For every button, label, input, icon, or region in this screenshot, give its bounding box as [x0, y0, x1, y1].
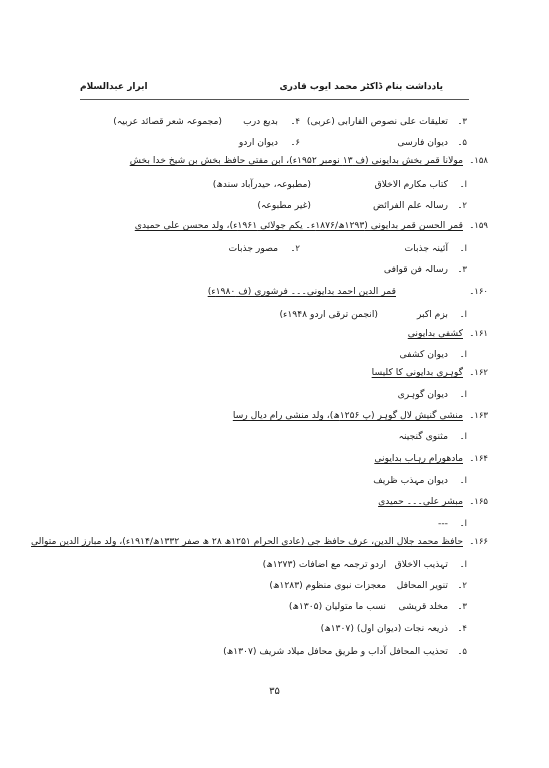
entry-number: ۱۶۰۔ — [469, 287, 488, 297]
entry-number: ۱۶۶۔ — [469, 537, 488, 547]
entry-text: (غیر مطبوعہ) — [257, 200, 311, 211]
entry-line — [0, 452, 549, 466]
entry-number: ا۔ — [459, 560, 467, 570]
entry-number: ا۔ — [459, 350, 467, 360]
entry-text: مولانا قمر بخش بدایونی (ف ۱۳ نومبر ۱۹۵۲ء)، ابن مفتی حافظ بخش بن شیخ خدا بخش — [129, 155, 463, 166]
entry-text: منشی گنیش لال گوہر (پ ۱۲۵۶ھ)، ولد منشی رام دیال رسا — [232, 410, 463, 421]
entry-line — [0, 178, 549, 192]
entry-line — [0, 136, 549, 150]
entry-text: (انجمن ترقی اردو ۱۹۴۸ء) — [279, 309, 378, 320]
running-header-author: ابرار عبدالسلام — [80, 82, 148, 92]
entry-number: ا۔ — [459, 432, 467, 442]
entry-line — [0, 558, 549, 572]
entry-text: آداب و طریق محافل میلاد شریف (۱۳۰۷ھ) — [223, 646, 386, 657]
entry-text: نسب ما متولیان (۱۳۰۵ھ) — [288, 601, 386, 612]
entry-text: مصور جذبات — [228, 243, 278, 254]
entry-text: مثنوی گنجینہ — [398, 431, 448, 442]
entry-text: تہذیب الاخلاق — [394, 559, 448, 570]
entry-line — [0, 622, 549, 636]
entry-line — [0, 348, 549, 362]
entry-text: معجزات نبوی منظوم (۱۲۸۳ھ) — [269, 580, 386, 591]
entry-number: ۱۵۸۔ — [469, 156, 488, 166]
entry-text: تعلیقات علی نصوص الفارابی (عربی) — [306, 116, 448, 127]
entry-number: ۱۵۹۔ — [469, 221, 488, 231]
entry-text: قمر الدین احمد بدایونی۔۔۔ فرشوری (ف ۱۹۸۰ء) — [207, 286, 396, 297]
entry-line — [0, 535, 549, 549]
entry-number: ۴۔ — [290, 117, 300, 127]
entry-line — [0, 579, 549, 593]
entry-line — [0, 645, 549, 659]
entry-number: ۵۔ — [457, 138, 467, 148]
entry-number: ا۔ — [459, 476, 467, 486]
entry-text: تنویر المحافل — [396, 580, 448, 591]
entry-number: ۲۔ — [457, 581, 467, 591]
entry-number: ۱۶۴۔ — [469, 454, 488, 464]
entry-number: ا۔ — [459, 310, 467, 320]
entry-text: دیوان مہذب ظریف — [373, 475, 448, 486]
entry-line — [0, 154, 549, 168]
entry-line — [0, 263, 549, 277]
entry-text: (مطبوعہ، حیدرآباد سندھ) — [212, 179, 311, 190]
entry-text: بزم اکبر — [416, 309, 448, 320]
entry-text: مادھورام رہاب بدایونی — [374, 453, 463, 464]
entry-line — [0, 430, 549, 444]
entry-text: کشفی بدایونی — [407, 328, 463, 339]
running-header-title: یادداشت بنام ڈاکٹر محمد ایوب قادری — [279, 82, 443, 92]
header-rule — [80, 99, 469, 100]
entry-number: ۳۔ — [457, 602, 467, 612]
entry-line — [0, 388, 549, 402]
entry-line — [0, 366, 549, 380]
entry-number: ا۔ — [459, 519, 467, 529]
entry-number: ۲۔ — [457, 201, 467, 211]
entry-number: ۳۔ — [457, 117, 467, 127]
entry-text: بدیع درب — [243, 116, 278, 127]
entry-number: ۴۔ — [457, 624, 467, 634]
entry-line — [0, 285, 549, 299]
entry-line — [0, 199, 549, 213]
entry-text: دیوان اردو — [238, 137, 278, 148]
entry-number: ا۔ — [459, 180, 467, 190]
entry-line — [0, 115, 549, 129]
entry-text: مخلد قریشی — [398, 601, 448, 612]
entry-number: ۵۔ — [457, 647, 467, 657]
entry-line — [0, 600, 549, 614]
entry-line — [0, 219, 549, 233]
entry-text: مبشر علی۔۔۔ حمیدی — [378, 496, 463, 507]
entry-line — [0, 517, 549, 531]
entry-number: ۳۔ — [457, 265, 467, 275]
entry-line — [0, 327, 549, 341]
entry-text: گوہری بدایونی کا کلیسا — [371, 367, 463, 378]
entry-line — [0, 495, 549, 509]
entry-text: اردو ترجمہ مع اضافات (۱۲۷۳ھ) — [262, 559, 386, 570]
entry-text: دیوان گوہری — [397, 389, 448, 400]
entry-text: حافظ محمد جلال الدین، عرف حافظ جی (عادی الحرام ۱۲۵۱ھ ۲۸ ھ صفر ۱۳۳۲ھ/۱۹۱۴ء)، ولد مبارز الدین متوالی — [31, 536, 463, 547]
entry-line — [0, 409, 549, 423]
entry-text: (مجموعہ شعر قصائد عربیہ) — [113, 116, 222, 127]
entry-text: --- — [438, 518, 448, 529]
entry-text: تحذیب المحافل — [389, 646, 448, 657]
entry-text: رسالہ علم الفرائض — [372, 200, 448, 211]
entry-line — [0, 474, 549, 488]
entry-number: ا۔ — [459, 390, 467, 400]
entry-text: دیوان کشفی — [399, 349, 448, 360]
page-number: ۳۵ — [269, 686, 280, 697]
entry-text: قمر الحسن قمر بدایونی (۱۲۹۳ھ/۱۸۷۶ء۔ یکم جولائی ۱۹۶۱ء)، ولد محسن علی حمیدی — [134, 220, 463, 231]
entry-text: کتاب مکارم الاخلاق — [374, 179, 448, 190]
entry-number: ۱۶۳۔ — [469, 411, 488, 421]
entry-text: ذریعہ نجات (دیوان اول) (۱۳۰۷ھ) — [320, 623, 448, 634]
entry-text: آئینہ جذبات — [404, 243, 448, 254]
entry-number: ا۔ — [459, 244, 467, 254]
entry-number: ۲۔ — [290, 244, 300, 254]
entry-number: ۱۶۲۔ — [469, 368, 488, 378]
entry-number: ۶۔ — [290, 138, 300, 148]
entry-text: رسالہ فن قوافی — [383, 264, 448, 275]
entry-line — [0, 308, 549, 322]
entry-number: ۱۶۵۔ — [469, 497, 488, 507]
entry-line — [0, 242, 549, 256]
entry-number: ۱۶۱۔ — [469, 329, 488, 339]
entry-text: دیوان فارسی — [397, 137, 448, 148]
